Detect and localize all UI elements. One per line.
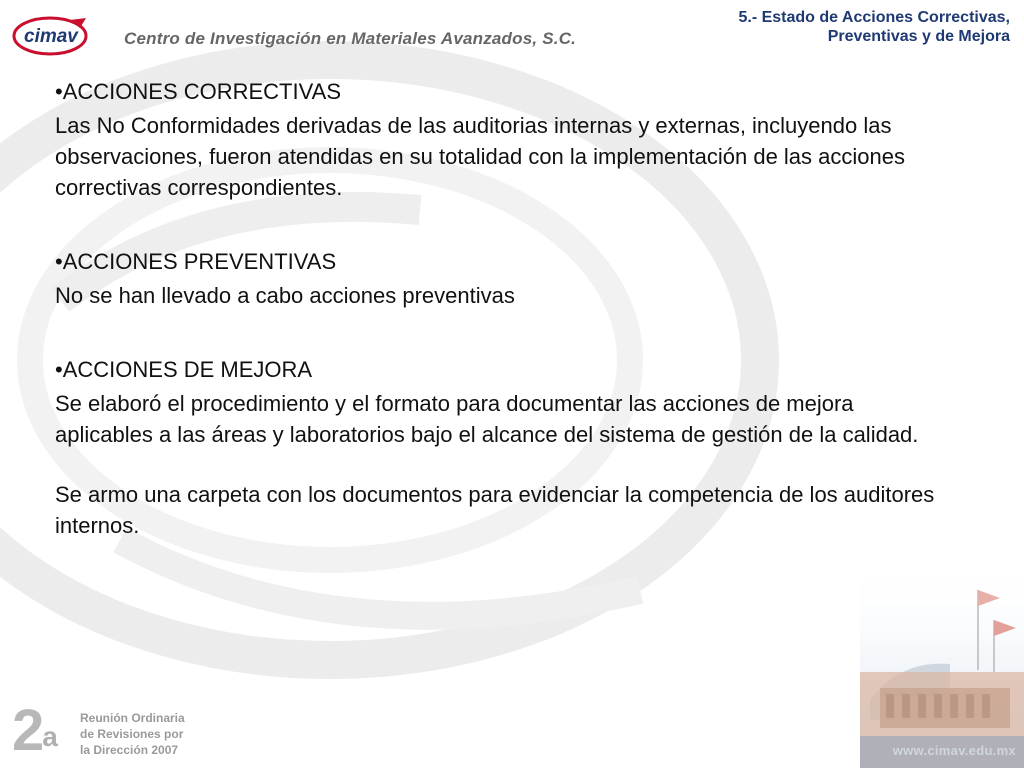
- meeting-text-line3: la Dirección 2007: [80, 743, 179, 757]
- section-heading-preventivas: •ACCIONES PREVENTIVAS: [55, 249, 337, 274]
- slide-title-line2: Preventivas y de Mejora: [827, 28, 1010, 45]
- svg-text:cimav: cimav: [24, 26, 78, 47]
- slide-title: [738, 8, 1010, 46]
- section-heading-correctivas: •ACCIONES CORRECTIVAS: [55, 79, 341, 104]
- section-body-mejora: Se elaboró el procedimiento y el formato para documentar las acciones de mejora aplicables a las áreas y laboratorios bajo el alcance del sistema de gestión de la calidad.: [55, 391, 919, 447]
- slide-content: [55, 76, 955, 541]
- meeting-text: [80, 710, 185, 758]
- cimav-logo-icon: [10, 12, 120, 58]
- section-heading-mejora: •ACCIONES DE MEJORA: [55, 357, 313, 382]
- meeting-badge: [8, 698, 218, 764]
- header: [0, 0, 1024, 62]
- section-body-preventivas: No se han llevado a cabo acciones preventivas: [55, 283, 515, 308]
- section-body-mejora-2: Se armo una carpeta con los documentos para evidenciar la competencia de los auditores internos.: [55, 482, 935, 538]
- building-photo: [860, 560, 1024, 768]
- meeting-text-line1: Reunión Ordinaria: [80, 711, 185, 725]
- slide-title-line1: 5.- Estado de Acciones Correctivas,: [738, 9, 1010, 26]
- meeting-text-line2: de Revisiones por: [80, 727, 184, 741]
- meeting-number: 2$^a$: [12, 698, 56, 763]
- website-url: www.cimav.edu.mx: [892, 743, 1016, 758]
- section-body-correctivas: Las No Conformidades derivadas de las auditorias internas y externas, incluyendo las observaciones, fueron atendidas en su totalidad con la implementación de las acciones correctivas correspondientes.: [55, 113, 905, 200]
- organization-name: Centro de Investigación en Materiales Avanzados, S.C.: [124, 29, 577, 48]
